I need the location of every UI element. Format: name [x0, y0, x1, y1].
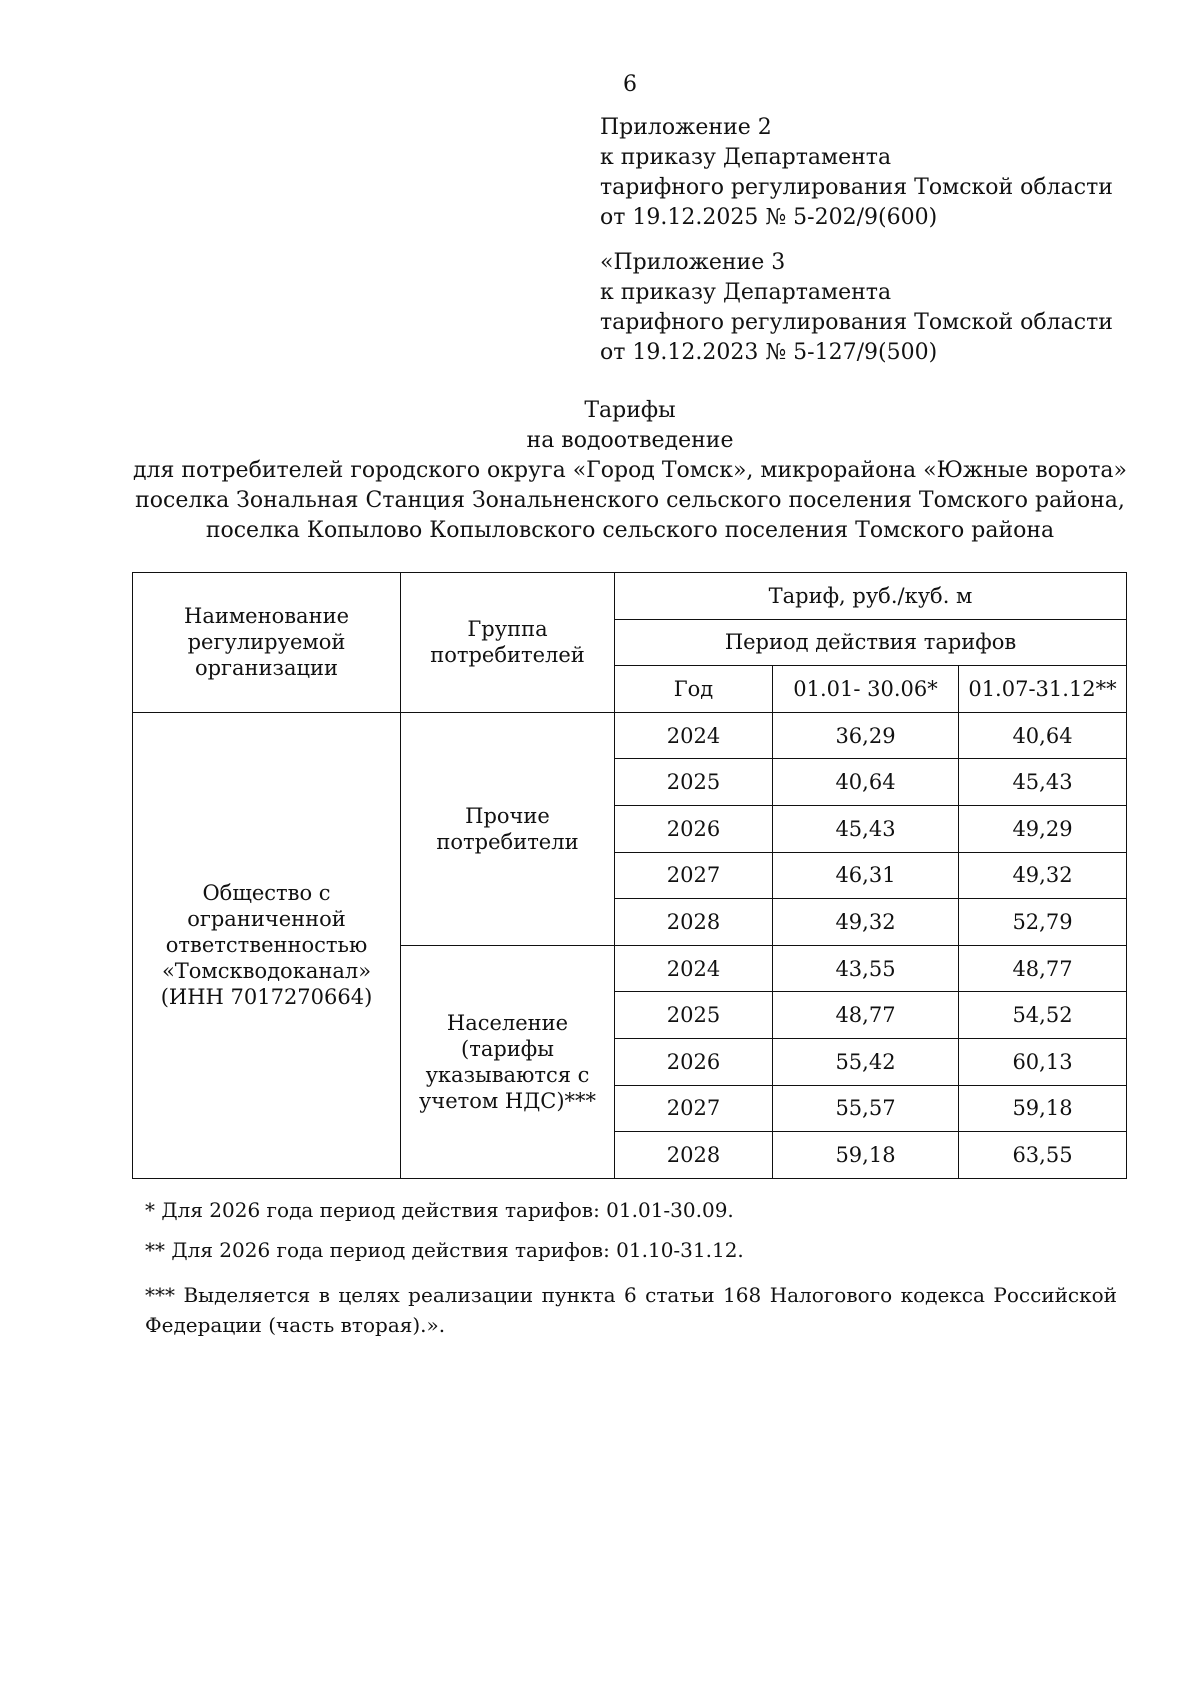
header-period1: 01.01- 30.06*: [773, 666, 959, 713]
group-cell-population: [401, 945, 615, 1178]
year-cell: 2027: [615, 852, 773, 899]
header-organization: Наименование регулируемой организации: [133, 573, 401, 713]
tariff-period2-cell: 45,43: [959, 759, 1127, 806]
header-group: Группа потребителей: [401, 573, 615, 713]
year-cell: 2025: [615, 759, 773, 806]
tariff-period2-cell: 40,64: [959, 712, 1127, 759]
title-line5: поселка Копылово Копыловского сельского поселения Томского района: [205, 518, 1055, 543]
table-header-row: [133, 573, 1127, 620]
tariff-period1-cell: 55,42: [773, 1038, 959, 1085]
page-number: 6: [623, 72, 637, 97]
appendix-current-line3: тарифного регулирования Томской области: [600, 175, 1113, 200]
tariff-period1-cell: 59,18: [773, 1132, 959, 1179]
tariff-period2-cell: 48,77: [959, 945, 1127, 992]
year-cell: 2028: [615, 1132, 773, 1179]
title-line3: для потребителей городского округа «Город Томск», микрорайона «Южные ворота»: [133, 458, 1127, 483]
tariff-period2-cell: 63,55: [959, 1132, 1127, 1179]
tariff-period1-cell: 40,64: [773, 759, 959, 806]
tariff-period1-cell: 49,32: [773, 899, 959, 946]
appendix-previous-block: [600, 248, 1113, 368]
tariff-period2-cell: 54,52: [959, 992, 1127, 1039]
year-cell: 2025: [615, 992, 773, 1039]
title-line2: на водоотведение: [526, 428, 734, 453]
group-population-line1: Население: [446, 1010, 569, 1035]
year-cell: 2024: [615, 712, 773, 759]
tariff-period2-cell: 49,32: [959, 852, 1127, 899]
appendix-previous-line2: к приказу Департамента: [600, 280, 892, 305]
footnote-1: * Для 2026 года период действия тарифов: 01.01-30.09.: [145, 1198, 734, 1222]
organization-line3: ответственностью: [165, 933, 368, 958]
group-cell-other: [401, 712, 615, 945]
table-row: [133, 712, 1127, 759]
header-tariff: Тариф, руб./куб. м: [615, 573, 1127, 620]
tariff-table: [132, 572, 1127, 1179]
tariff-period1-cell: 45,43: [773, 805, 959, 852]
group-population-line3: указываются с: [425, 1062, 590, 1087]
group-other-line2: потребители: [436, 829, 579, 854]
tariff-period2-cell: 60,13: [959, 1038, 1127, 1085]
tariff-period1-cell: 43,55: [773, 945, 959, 992]
year-cell: 2024: [615, 945, 773, 992]
organization-cell: [133, 712, 401, 1178]
organization-line2: ограниченной: [187, 907, 346, 932]
document-title: [0, 396, 1200, 546]
appendix-previous-line1: «Приложение 3: [600, 250, 786, 275]
organization-line5: (ИНН 7017270664): [160, 985, 373, 1010]
year-cell: 2028: [615, 899, 773, 946]
year-cell: 2027: [615, 1085, 773, 1132]
group-population-line2: (тарифы: [461, 1036, 554, 1061]
title-line1: Тарифы: [584, 398, 676, 423]
header-period2: 01.07-31.12**: [959, 666, 1127, 713]
footnote-3: *** Выделяется в целях реализации пункта 6 статьи 168 Налогового кодекса Российской Федерации (часть вторая).».: [145, 1283, 1117, 1337]
tariff-period1-cell: 36,29: [773, 712, 959, 759]
appendix-previous-line4: от 19.12.2023 № 5-127/9(500): [600, 340, 938, 365]
organization-line1: Общество с: [202, 881, 331, 906]
appendix-current-line4: от 19.12.2025 № 5-202/9(600): [600, 205, 938, 230]
appendix-current-line1: Приложение 2: [600, 115, 772, 140]
tariff-period1-cell: 46,31: [773, 852, 959, 899]
appendix-current-block: [600, 113, 1113, 233]
tariff-period2-cell: 52,79: [959, 899, 1127, 946]
organization-line4: «Томскводоканал»: [161, 959, 372, 984]
title-line4: поселка Зональная Станция Зональненского сельского поселения Томского района,: [135, 488, 1125, 513]
group-other-line1: Прочие: [465, 803, 550, 828]
header-period: Период действия тарифов: [615, 619, 1127, 666]
year-cell: 2026: [615, 1038, 773, 1085]
appendix-current-line2: к приказу Департамента: [600, 145, 892, 170]
appendix-previous-line3: тарифного регулирования Томской области: [600, 310, 1113, 335]
tariff-period2-cell: 59,18: [959, 1085, 1127, 1132]
footnote-2: ** Для 2026 года период действия тарифов: 01.10-31.12.: [145, 1238, 744, 1262]
tariff-period1-cell: 48,77: [773, 992, 959, 1039]
year-cell: 2026: [615, 805, 773, 852]
tariff-period1-cell: 55,57: [773, 1085, 959, 1132]
group-population-line4: учетом НДС)***: [418, 1088, 597, 1113]
header-year: Год: [615, 666, 773, 713]
tariff-period2-cell: 49,29: [959, 805, 1127, 852]
